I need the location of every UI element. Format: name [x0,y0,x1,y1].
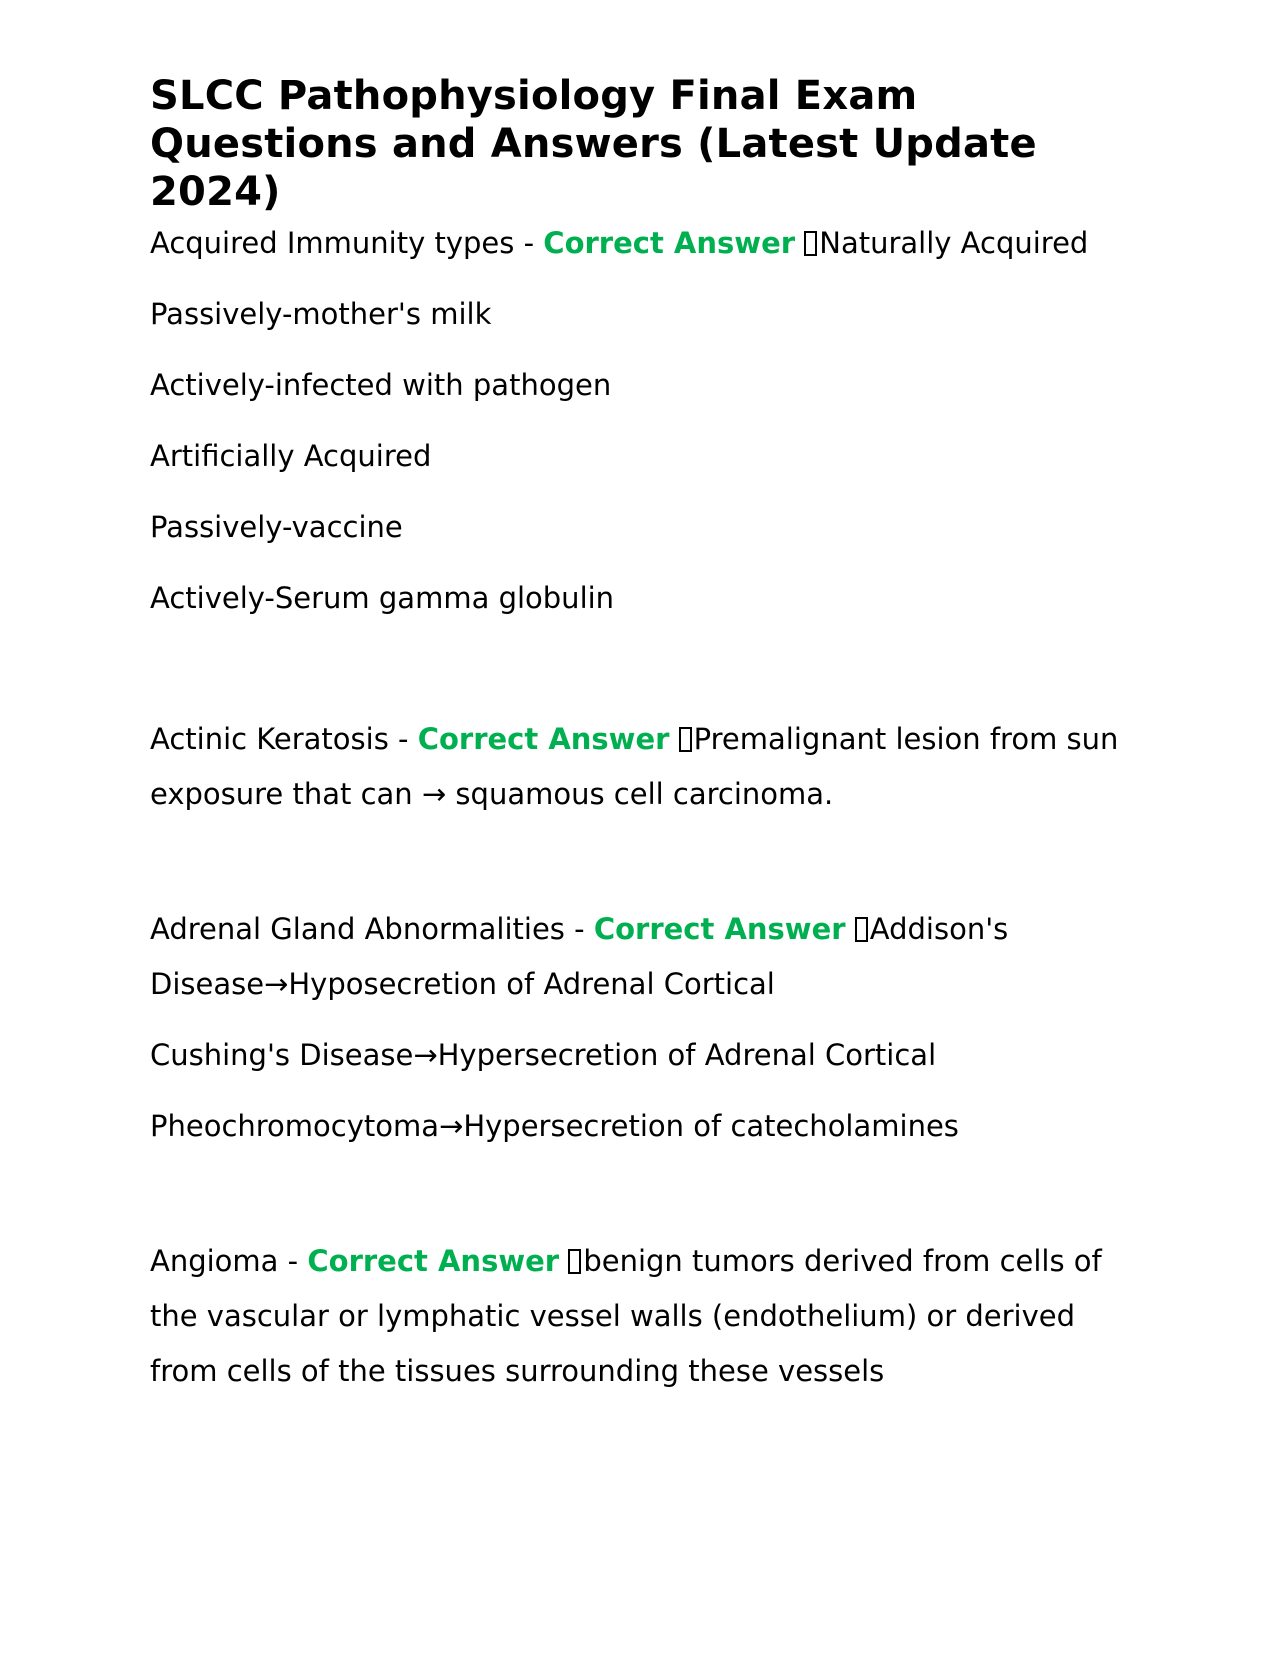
answer-line: Actively-infected with pathogen [150,368,612,402]
separator: - [514,226,544,260]
answer-text: Addison's Disease→Hyposecretion of Adrenal Cortical [150,912,1009,1001]
missing-glyph-box-icon [804,231,817,256]
question-line [150,902,1140,1012]
missing-glyph-box-icon [855,917,868,942]
qa-entry-actinic-keratosis [150,712,1140,822]
answer-text: Premalignant lesion from sun exposure that can → squamous cell carcinoma. [150,722,1119,811]
answer-line: Artificially Acquired [150,439,432,473]
question-line [150,712,1140,822]
separator: - [564,912,594,946]
correct-answer-label: Correct Answer [543,226,796,260]
question-term: Angioma [150,1244,279,1278]
document-page [150,72,1140,1399]
qa-entry-angioma [150,1234,1140,1399]
missing-glyph-box-icon [679,727,692,752]
separator: - [278,1244,308,1278]
correct-answer-label: Correct Answer [417,722,670,756]
qa-entry-acquired-immunity [150,216,1140,626]
correct-answer-label: Correct Answer [593,912,846,946]
answer-line: Cushing's Disease→Hypersecretion of Adrenal Cortical [150,1038,937,1072]
question-term: Adrenal Gland Abnormalities [150,912,565,946]
question-term: Actinic Keratosis [150,722,389,756]
document-title: SLCC Pathophysiology Final Exam Questions and Answers (Latest Update 2024) [150,73,1037,215]
qa-entry-adrenal-gland [150,902,1140,1154]
missing-glyph-box-icon [568,1249,581,1274]
answer-line: Passively-vaccine [150,510,403,544]
answer-line: Passively-mother's milk [150,297,492,331]
separator: - [388,722,418,756]
question-term: Acquired Immunity types [150,226,515,260]
answer-line: Pheochromocytoma→Hypersecretion of catecholamines [150,1109,959,1143]
question-line [150,1234,1140,1399]
question-line [150,216,1140,271]
answer-line: Actively-Serum gamma globulin [150,581,615,615]
answer-text: benign tumors derived from cells of the vascular or lymphatic vessel walls (endothelium) or derived from cells of the tissues surrounding these vessels [150,1244,1102,1388]
correct-answer-label: Correct Answer [307,1244,560,1278]
answer-text: Naturally Acquired [819,226,1089,260]
